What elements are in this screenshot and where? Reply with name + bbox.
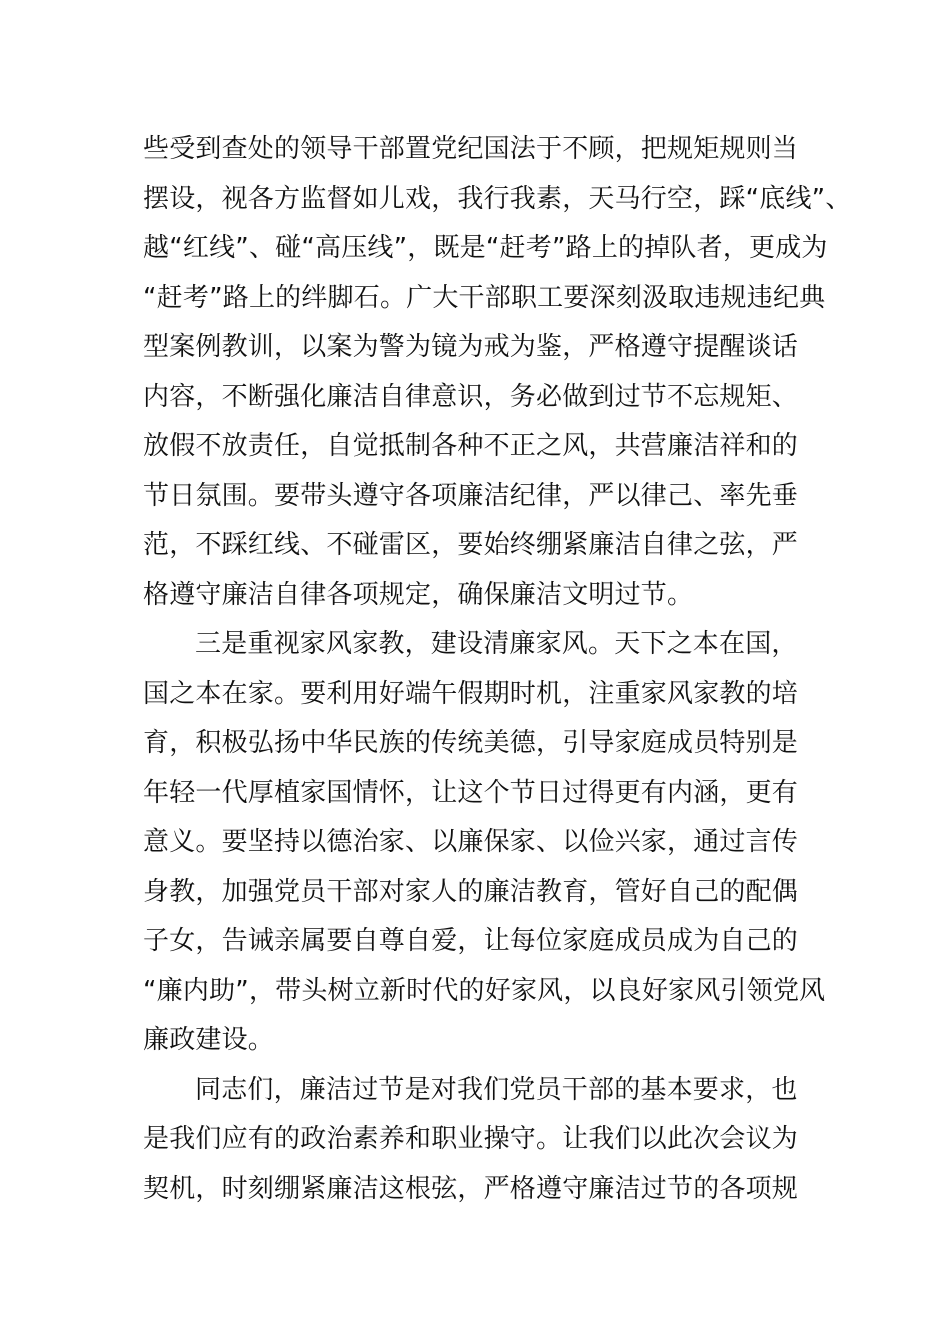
paragraph-family-style <box>143 620 826 1066</box>
text-line: 育，积极弘扬中华民族的传统美德，引导家庭成员特别是 <box>143 728 799 758</box>
paragraph-conclusion <box>143 1066 823 1215</box>
text-line: 内容，不断强化廉洁自律意识，务必做到过节不忘规矩、 <box>143 381 799 412</box>
text-line: 国之本在家。要利用好端午假期时机，注重家风家教的培 <box>143 678 799 709</box>
text-line: 子女，告诫亲属要自尊自爱，让每位家庭成员成为自己的 <box>143 926 799 956</box>
text-line: “廉内助”，带头树立新时代的好家风，以良好家风引领党风 <box>143 975 826 1006</box>
text-line: 放假不放责任，自觉抵制各种不正之风，共营廉洁祥和的 <box>143 431 799 461</box>
paragraph-discipline <box>143 125 852 620</box>
text-line: 节日氛围。要带头遵守各项廉洁纪律，严以律己、率先垂 <box>143 480 799 511</box>
text-line: 型案例教训，以案为警为镜为戒为鉴，严格遵守提醒谈话 <box>143 332 799 362</box>
document-body <box>143 125 852 1214</box>
text-line: 年轻一代厚植家国情怀，让这个节日过得更有内涵，更有 <box>143 777 799 808</box>
text-line: 同志们，廉洁过节是对我们党员干部的基本要求，也 <box>195 1074 798 1105</box>
text-line: 身教，加强党员干部对家人的廉洁教育，管好自己的配偶 <box>143 876 799 907</box>
text-line: 越“红线”、碰“高压线”，既是“赶考”路上的掉队者，更成为 <box>143 233 828 263</box>
text-line: 范，不踩红线、不碰雷区，要始终绷紧廉洁自律之弦，严 <box>143 530 799 560</box>
text-line: 廉政建设。 <box>143 1025 275 1055</box>
text-line: 意义。要坚持以德治家、以廉保家、以俭兴家，通过言传 <box>143 827 799 857</box>
text-line: 契机，时刻绷紧廉洁这根弦，严格遵守廉洁过节的各项规 <box>143 1173 799 1204</box>
text-line: 摆设，视各方监督如儿戏，我行我素，天马行空，踩“底线”、 <box>143 183 852 214</box>
text-line: 格遵守廉洁自律各项规定，确保廉洁文明过节。 <box>143 579 694 610</box>
text-line: “赶考”路上的绊脚石。广大干部职工要深刻汲取违规违纪典 <box>143 282 826 313</box>
text-line: 些受到查处的领导干部置党纪国法于不顾，把规矩规则当 <box>143 134 799 164</box>
text-line: 三是重视家风家教，建设清廉家风。天下之本在国， <box>195 629 798 659</box>
text-line: 是我们应有的政治素养和职业操守。让我们以此次会议为 <box>143 1124 799 1154</box>
